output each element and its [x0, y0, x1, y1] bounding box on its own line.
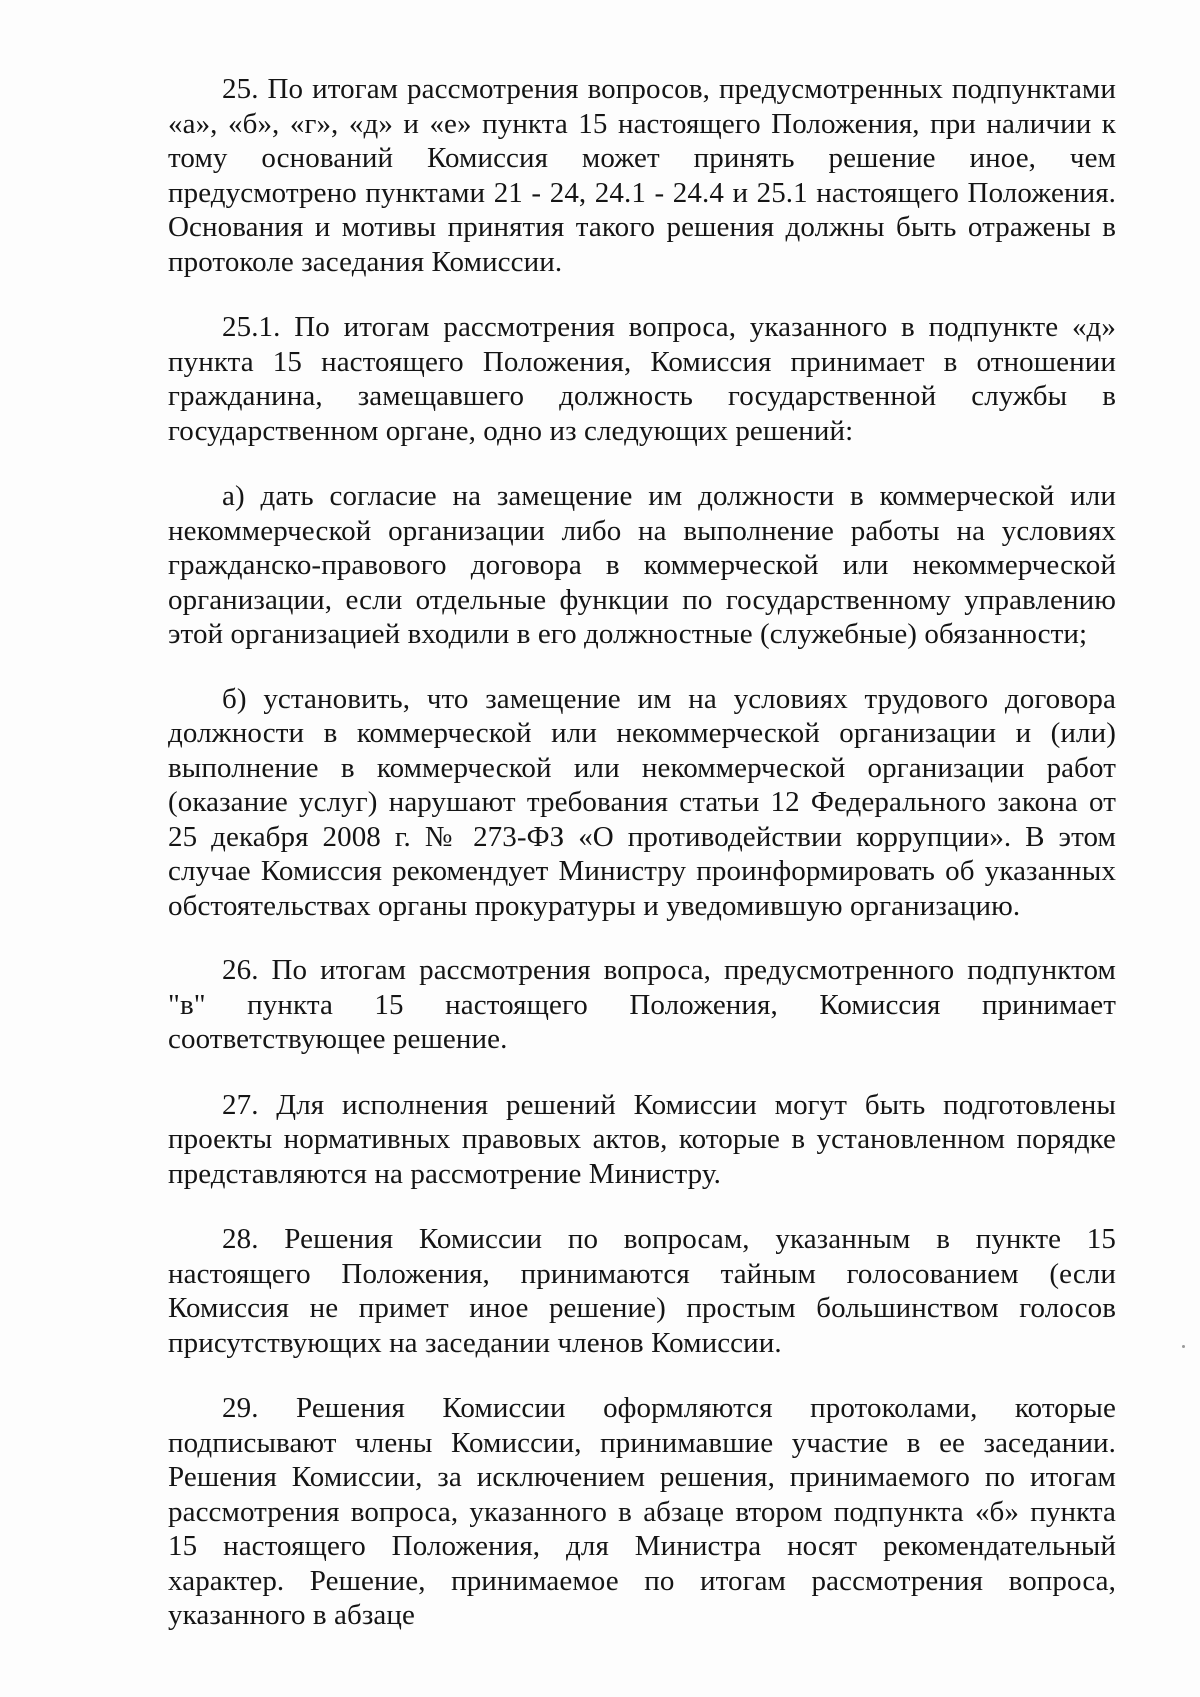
paragraph-27: 27. Для исполнения решений Комиссии могут быть подготовлены проекты нормативных правовых актов, которые в установленном порядке представляются на рассмотрение Министру.	[168, 1088, 1116, 1190]
document-body	[168, 72, 1116, 1664]
paragraph-29: 29. Решения Комиссии оформляются протоколами, которые подписывают члены Комиссии, принимавшие участие в ее заседании. Решения Комиссии, за исключением решения, принимаемого по итогам рассмотрения вопроса, указанного в абзаце втором подпункта «б» пункта 15 настоящего Положения, для Министра носят рекомендательный характер. Решение, принимаемое по итогам рассмотрения вопроса, указанного в абзаце	[168, 1392, 1116, 1631]
paragraph-25-1: 25.1. По итогам рассмотрения вопроса, указанного в подпункте «д» пункта 15 настоящего Положения, Комиссия принимает в отношении гражданина, замещавшего должность государственной службы в государственном органе, одно из следующих решений:	[168, 311, 1116, 447]
subparagraph-25-1-b: б) установить, что замещение им на условиях трудового договора должности в коммерческой или некоммерческой организации и (или) выполнение в коммерческой или некоммерческой организации работ (оказание услуг) нарушают требования статьи 12 Федерального закона от 25 декабря 2008 г. № 273-ФЗ «О противодействии коррупции». В этом случае Комиссия рекомендует Министру проинформировать об указанных обстоятельствах органы прокуратуры и уведомившую организацию.	[168, 682, 1116, 922]
paragraph-26: 26. По итогам рассмотрения вопроса, предусмотренного подпунктом "в" пункта 15 настоящего Положения, Комиссия принимает соответствующее решение.	[168, 954, 1116, 1055]
paragraph-28: 28. Решения Комиссии по вопросам, указанным в пункте 15 настоящего Положения, принимаются тайным голосованием (если Комиссия не примет иное решение) простым большинством голосов присутствующих на заседании членов Комиссии.	[168, 1223, 1116, 1359]
paragraph-25: 25. По итогам рассмотрения вопросов, предусмотренных подпунктами «а», «б», «г», «д» и «е» пункта 15 настоящего Положения, при наличии к тому оснований Комиссия может принять решение иное, чем предусмотрено пунктами 21 - 24, 24.1 - 24.4 и 25.1 настоящего Положения. Основания и мотивы принятия такого решения должны быть отражены в протоколе заседания Комиссии.	[168, 73, 1116, 278]
scan-speck	[1182, 1345, 1185, 1348]
subparagraph-25-1-a: а) дать согласие на замещение им должности в коммерческой или некоммерческой организации либо на выполнение работы на условиях гражданско-правового договора в коммерческой или некоммерческой организации, если отдельные функции по государственному управлению этой организацией входили в его должностные (служебные) обязанности;	[168, 480, 1116, 650]
